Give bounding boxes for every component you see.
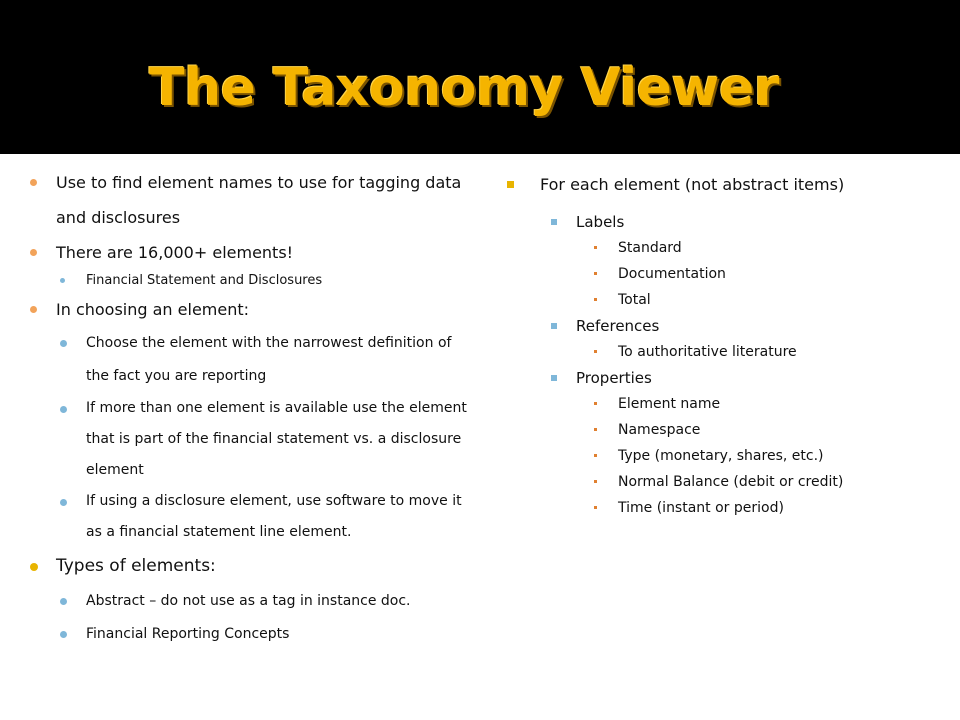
bullet-text: Documentation	[618, 266, 726, 282]
bullet-text: If using a disclosure element, use software to move it as a financial statement line element.	[86, 493, 462, 540]
bullet-text: Financial Statement and Disclosures	[86, 273, 323, 288]
bullet-text: Total	[618, 292, 651, 308]
sub-sub-bullet-item	[507, 391, 947, 417]
bullet-text: Namespace	[618, 422, 701, 438]
sub-sub-bullet-item	[507, 261, 947, 287]
bullet-text: In choosing an element:	[56, 300, 250, 319]
left-bullet-column	[28, 165, 468, 651]
bullet-text: To authoritative literature	[618, 344, 797, 360]
bullet-icon	[30, 179, 37, 186]
square-bullet-icon	[594, 428, 597, 431]
bullet-text: Use to find element names to use for tagging data and disclosures	[56, 173, 462, 227]
bullet-text: For each element (not abstract items)	[540, 175, 845, 194]
bullet-text: Labels	[576, 213, 625, 231]
square-bullet-icon	[551, 323, 557, 329]
sub-bullet-item	[28, 486, 468, 548]
bullet-text: Type (monetary, shares, etc.)	[618, 448, 824, 464]
bullet-text: Abstract – do not use as a tag in instance doc.	[86, 593, 411, 609]
bullet-item	[507, 165, 947, 205]
bullet-text: References	[576, 317, 660, 335]
square-bullet-icon	[594, 454, 597, 457]
square-bullet-icon	[594, 298, 597, 301]
bullet-item	[28, 165, 468, 235]
bullet-text: Normal Balance (debit or credit)	[618, 474, 844, 490]
slide-title: The Taxonomy Viewer	[149, 58, 779, 118]
square-bullet-icon	[551, 375, 557, 381]
square-bullet-icon	[594, 402, 597, 405]
bullet-text: There are 16,000+ elements!	[56, 243, 294, 262]
square-bullet-icon	[594, 350, 597, 353]
sub-sub-bullet-item	[507, 339, 947, 365]
sub-bullet-item	[507, 313, 947, 339]
square-bullet-icon	[594, 480, 597, 483]
bullet-icon	[60, 499, 67, 506]
bullet-text: Properties	[576, 369, 652, 387]
sub-sub-bullet-item	[507, 417, 947, 443]
square-bullet-icon	[594, 246, 597, 249]
bullet-item	[28, 235, 468, 270]
right-bullet-column	[507, 165, 947, 521]
bullet-icon	[30, 563, 38, 571]
sub-bullet-item	[28, 393, 468, 486]
bullet-text: Financial Reporting Concepts	[86, 626, 290, 642]
bullet-item	[28, 292, 468, 327]
bullet-item	[28, 548, 468, 585]
square-bullet-icon	[594, 272, 597, 275]
sub-sub-bullet-item	[507, 443, 947, 469]
title-divider	[0, 150, 960, 154]
sub-sub-bullet-item	[507, 287, 947, 313]
sub-sub-bullet-item	[507, 235, 947, 261]
sub-bullet-item	[507, 209, 947, 235]
sub-bullet-item	[507, 365, 947, 391]
sub-bullet-item	[28, 618, 468, 651]
sub-sub-bullet-item	[507, 495, 947, 521]
square-bullet-icon	[551, 219, 557, 225]
bullet-text: Time (instant or period)	[618, 500, 784, 516]
bullet-text: Standard	[618, 240, 682, 256]
bullet-icon	[60, 406, 67, 413]
sub-bullet-item	[28, 270, 468, 292]
bullet-icon	[30, 249, 37, 256]
bullet-icon	[60, 631, 67, 638]
square-bullet-icon	[594, 506, 597, 509]
bullet-icon	[60, 340, 67, 347]
bullet-text: Types of elements:	[56, 556, 216, 576]
sub-sub-bullet-item	[507, 469, 947, 495]
sub-bullet-item	[28, 327, 468, 393]
bullet-icon	[60, 598, 67, 605]
square-bullet-icon	[507, 181, 514, 188]
bullet-icon	[30, 306, 37, 313]
sub-bullet-item	[28, 585, 468, 618]
bullet-text: Choose the element with the narrowest definition of the fact you are reporting	[86, 335, 452, 384]
bullet-icon	[60, 278, 65, 283]
bullet-text: If more than one element is available use the element that is part of the financial statement vs. a disclosure element	[86, 400, 467, 478]
bullet-text: Element name	[618, 396, 721, 412]
